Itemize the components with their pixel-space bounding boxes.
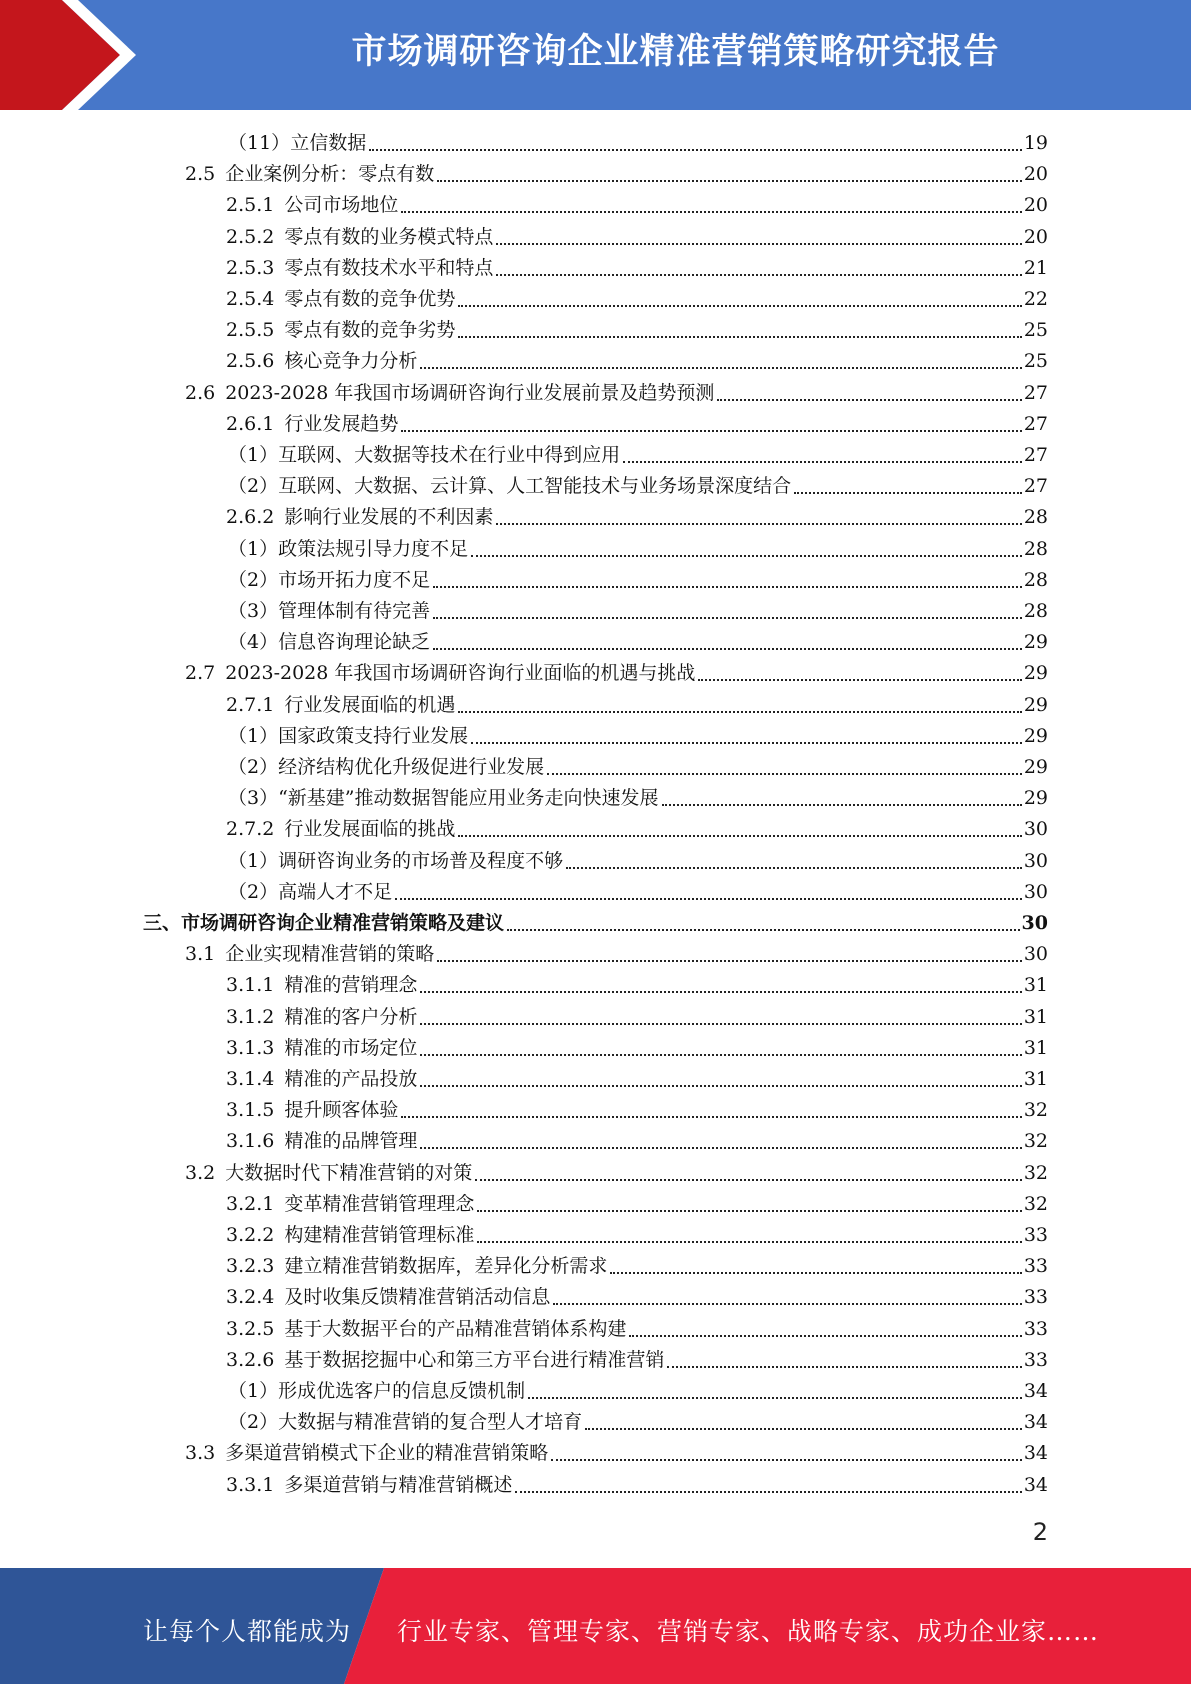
toc-dot-leader: [623, 460, 1022, 463]
toc-entry-label: [226, 1189, 474, 1220]
toc-dot-leader: [629, 1334, 1021, 1337]
toc-dot-leader: [458, 834, 1021, 837]
toc-entry-number: （2）: [228, 1411, 279, 1434]
toc-entry-label: [228, 627, 430, 658]
toc-entry[interactable]: [226, 346, 1048, 377]
toc-entry-number: 3.3.1: [226, 1473, 275, 1496]
toc-entry-text: 市场开拓力度不足: [278, 568, 431, 591]
toc-entry-page: 20: [1023, 194, 1048, 217]
toc-entry-label: [185, 159, 434, 190]
toc-entry-text: 零点有数技术水平和特点: [284, 256, 494, 279]
toc-entry-label: [185, 1438, 548, 1469]
toc-dot-leader: [553, 1302, 1021, 1305]
toc-entry-number: 2.5: [185, 163, 216, 186]
toc-entry-label: [228, 783, 659, 814]
toc-dot-leader: [433, 585, 1022, 588]
toc-dot-leader: [437, 179, 1022, 182]
toc-entry-text: “新基建”推动数据智能应用业务走向快速发展: [278, 787, 659, 810]
toc-entry-page: 27: [1023, 412, 1048, 435]
page-footer: [0, 1568, 1191, 1684]
toc-dot-leader: [401, 429, 1021, 432]
toc-entry-text: 2023-2028 年我国市场调研咨询行业面临的机遇与挑战: [225, 662, 696, 685]
toc-entry-number: 3.1.1: [226, 974, 275, 997]
toc-entry-page: 33: [1023, 1224, 1048, 1246]
toc-entry-label: [226, 1064, 417, 1095]
toc-dot-leader: [401, 1115, 1021, 1118]
toc-dot-leader: [515, 1490, 1021, 1493]
toc-entry-page: 28: [1023, 600, 1048, 622]
toc-entry-page: 29: [1023, 787, 1048, 810]
toc-entry[interactable]: [226, 1345, 1048, 1376]
toc-entry-page: 31: [1023, 1036, 1048, 1059]
toc-entry-number: 三、: [143, 912, 182, 934]
toc-entry-number: 3.1.5: [226, 1099, 275, 1122]
toc-entry-label: [228, 128, 366, 159]
toc-entry-text: 企业案例分析：零点有数: [225, 163, 435, 186]
toc-entry[interactable]: [228, 721, 1048, 752]
toc-entry-text: 建立精准营销数据库，差异化分析需求: [284, 1255, 608, 1278]
toc-dot-leader: [547, 772, 1022, 775]
toc-entry-label: [226, 190, 398, 221]
toc-dot-leader: [477, 1240, 1021, 1243]
toc-entry[interactable]: [228, 534, 1048, 565]
toc-entry-text: 行业发展趋势: [284, 412, 399, 435]
toc-entry-text: 精准的客户分析: [284, 1005, 418, 1028]
toc-entry-label: [228, 596, 430, 627]
toc-entry-text: 精准的品牌管理: [284, 1130, 418, 1153]
toc-entry[interactable]: [228, 565, 1048, 596]
toc-entry-text: 信息咨询理论缺乏: [278, 631, 431, 654]
toc-dot-leader: [717, 398, 1021, 401]
toc-entry[interactable]: [226, 1064, 1048, 1095]
toc-entry-label: [226, 284, 455, 315]
toc-entry-text: 基于大数据平台的产品精准营销体系构建: [284, 1317, 627, 1340]
toc-entry-number: 3.2.6: [226, 1348, 275, 1371]
toc-entry-text: 及时收集反馈精准营销活动信息: [284, 1286, 551, 1309]
toc-entry[interactable]: [228, 877, 1048, 908]
toc-entry-page: 30: [1023, 849, 1048, 872]
toc-entry-number: （4）: [228, 631, 279, 654]
toc-entry-text: 影响行业发展的不利因素: [284, 506, 494, 529]
toc-entry-label: [226, 253, 493, 284]
toc-entry-label: [226, 814, 455, 845]
toc-dot-leader: [420, 1053, 1021, 1056]
toc-entry-text: 国家政策支持行业发展: [278, 724, 469, 747]
toc-entry-page: 27: [1023, 475, 1048, 498]
toc-entry-number: 2.5.6: [226, 350, 275, 373]
toc-entry-text: 高端人才不足: [278, 880, 393, 903]
toc-entry-text: 多渠道营销模式下企业的精准营销策略: [225, 1442, 549, 1465]
toc-entry[interactable]: [226, 502, 1048, 533]
toc-dot-leader: [496, 242, 1021, 245]
toc-entry-text: 经济结构优化升级促进行业发展: [278, 756, 545, 778]
toc-entry-number: 3.1: [185, 943, 216, 966]
toc-entry-number: 3.1.6: [226, 1130, 275, 1153]
toc-entry[interactable]: [226, 1095, 1048, 1126]
toc-entry-number: （1）: [228, 849, 279, 872]
toc-entry-label: [185, 939, 434, 970]
toc-entry-number: 3.2: [185, 1161, 216, 1184]
toc-entry-number: 2.7.2: [226, 818, 275, 841]
toc-entry-text: 基于数据挖掘中心和第三方平台进行精准营销: [284, 1348, 665, 1371]
footer-slogan-right: 行业专家、管理专家、营销专家、战略专家、成功企业家……: [397, 1617, 1100, 1646]
toc-entry[interactable]: [226, 1282, 1048, 1313]
toc-entry-label: [228, 877, 392, 908]
toc-entry[interactable]: [228, 846, 1048, 877]
toc-entry-page: 34: [1023, 1380, 1048, 1402]
toc-entry-page: 25: [1023, 350, 1048, 373]
toc-dot-leader: [528, 1396, 1022, 1399]
toc-entry-label: [185, 378, 714, 409]
toc-entry-label: [228, 721, 468, 752]
toc-entry-page: 22: [1023, 288, 1048, 310]
toc-entry-page: 27: [1023, 381, 1048, 404]
toc-entry-text: 政策法规引导力度不足: [278, 537, 469, 560]
toc-entry-label: [228, 440, 620, 471]
toc-entry-number: 3.1.4: [226, 1068, 275, 1090]
toc-entry-label: [228, 846, 563, 877]
toc-entry[interactable]: [226, 253, 1048, 284]
toc-entry-number: 2.5.5: [226, 319, 275, 342]
toc-entry[interactable]: [228, 596, 1048, 627]
toc-dot-leader: [420, 1084, 1021, 1087]
toc-entry-page: 31: [1023, 1005, 1048, 1028]
toc-entry-number: 2.6.1: [226, 412, 275, 435]
toc-entry-text: 立信数据: [290, 132, 367, 154]
toc-entry-page: 33: [1023, 1348, 1048, 1371]
toc-entry-page: 32: [1023, 1130, 1048, 1153]
toc-entry-text: 管理体制有待完善: [278, 600, 431, 622]
toc-entry-page: 31: [1023, 1068, 1048, 1090]
toc-entry-label: [185, 1158, 472, 1189]
toc-entry-number: 2.5.2: [226, 225, 275, 248]
toc-entry-text: 调研咨询业务的市场普及程度不够: [278, 849, 564, 872]
toc-entry-page: 29: [1023, 662, 1048, 685]
toc-entry-number: 3.1.3: [226, 1036, 275, 1059]
toc-entry-text: 多渠道营销与精准营销概述: [284, 1473, 513, 1496]
toc-entry-label: [185, 658, 695, 689]
toc-entry-label: [226, 1095, 398, 1126]
toc-dot-leader: [566, 866, 1022, 869]
toc-entry[interactable]: [226, 409, 1048, 440]
toc-entry-number: 2.5.4: [226, 288, 275, 310]
toc-entry-label: [226, 1033, 417, 1064]
toc-entry-page: 19: [1023, 132, 1048, 154]
toc-entry-number: 3.3: [185, 1442, 216, 1465]
toc-entry[interactable]: [226, 690, 1048, 721]
toc-entry-number: （2）: [228, 756, 279, 778]
toc-entry-text: 精准的市场定位: [284, 1036, 418, 1059]
toc-entry-label: [226, 1002, 417, 1033]
toc-entry-page: 25: [1023, 319, 1048, 342]
toc-entry[interactable]: [185, 939, 1048, 970]
toc-entry-label: [226, 690, 455, 721]
toc-entry-page: 32: [1023, 1161, 1048, 1184]
toc-entry-text: 形成优选客户的信息反馈机制: [278, 1380, 526, 1402]
toc-entry-page: 34: [1023, 1411, 1048, 1434]
toc-dot-leader: [420, 990, 1021, 993]
toc-entry-label: [226, 502, 493, 533]
toc-entry-number: （2）: [228, 475, 279, 498]
toc-entry-label: [228, 565, 430, 596]
toc-entry-label: [226, 315, 455, 346]
toc-entry-text: 企业实现精准营销的策略: [225, 943, 435, 966]
toc-entry[interactable]: [228, 440, 1048, 471]
toc-entry-text: 零点有数的竞争劣势: [284, 319, 456, 342]
toc-entry-number: 2.5.3: [226, 256, 275, 279]
toc-entry-page: 28: [1023, 506, 1048, 529]
toc-entry-page: 20: [1023, 225, 1048, 248]
toc-entry[interactable]: [226, 190, 1048, 221]
toc-entry[interactable]: [226, 1189, 1048, 1220]
toc-dot-leader: [585, 1427, 1022, 1430]
toc-dot-leader: [507, 928, 1020, 931]
toc-dot-leader: [458, 335, 1021, 338]
toc-entry-number: 3.1.2: [226, 1005, 275, 1028]
toc-entry-text: 行业发展面临的机遇: [284, 693, 456, 716]
toc-entry-page: 33: [1023, 1317, 1048, 1340]
toc-entry-label: [226, 1251, 607, 1282]
page-header: [0, 0, 1191, 110]
toc-entry-number: （1）: [228, 537, 279, 560]
toc-entry[interactable]: [228, 783, 1048, 814]
toc-entry-label: [226, 1126, 417, 1157]
toc-entry-text: 构建精准营销管理标准: [284, 1224, 475, 1246]
toc-entry[interactable]: [226, 1220, 1048, 1251]
toc-entry-text: 2023-2028 年我国市场调研咨询行业发展前景及趋势预测: [225, 381, 715, 404]
toc-entry-label: [228, 1376, 525, 1407]
toc-dot-leader: [471, 741, 1022, 744]
toc-entry-page: 30: [1023, 943, 1048, 966]
toc-entry-label: [228, 1407, 582, 1438]
toc-entry-page: 32: [1023, 1192, 1048, 1215]
toc-entry-number: （1）: [228, 724, 279, 747]
toc-entry-number: 2.6.2: [226, 506, 275, 529]
toc-dot-leader: [420, 1022, 1021, 1025]
toc-entry-label: [228, 534, 468, 565]
toc-dot-leader: [433, 647, 1022, 650]
toc-entry[interactable]: [228, 1407, 1048, 1438]
toc-entry[interactable]: [185, 658, 1048, 689]
toc-entry-page: 33: [1023, 1255, 1048, 1278]
toc-dot-leader: [496, 273, 1021, 276]
toc-entry[interactable]: [226, 1126, 1048, 1157]
toc-entry-text: 精准的营销理念: [284, 974, 418, 997]
toc-entry[interactable]: [143, 908, 1048, 939]
toc-entry-text: 零点有数的竞争优势: [284, 288, 456, 310]
toc-entry-page: 29: [1023, 693, 1048, 716]
toc-entry-page: 21: [1023, 256, 1048, 279]
toc-entry-page: 27: [1023, 444, 1048, 466]
toc-entry-number: （3）: [228, 787, 279, 810]
toc-entry[interactable]: [228, 627, 1048, 658]
toc-entry-number: 3.2.1: [226, 1192, 275, 1215]
toc-entry[interactable]: [185, 1438, 1048, 1469]
toc-entry-text: 行业发展面临的挑战: [284, 818, 456, 841]
toc-entry[interactable]: [226, 1002, 1048, 1033]
toc-entry-page: 30: [1023, 818, 1048, 841]
toc-entry[interactable]: [226, 1251, 1048, 1282]
toc-entry-page: 28: [1023, 568, 1048, 591]
toc-entry-text: 互联网、大数据等技术在行业中得到应用: [278, 444, 621, 466]
red-arrow-decoration: [0, 0, 170, 110]
toc-entry-label: [226, 409, 398, 440]
toc-entry[interactable]: [226, 1033, 1048, 1064]
toc-entry-label: [226, 1345, 664, 1376]
toc-dot-leader: [496, 522, 1021, 525]
toc-dot-leader: [369, 148, 1022, 151]
toc-entry[interactable]: [226, 814, 1048, 845]
toc-entry-label: [228, 752, 544, 783]
toc-entry-text: 公司市场地位: [284, 194, 399, 217]
toc-entry-number: （2）: [228, 880, 279, 903]
toc-dot-leader: [698, 678, 1021, 681]
toc-entry-number: （3）: [228, 600, 279, 622]
toc-entry[interactable]: [226, 284, 1048, 315]
toc-entry[interactable]: [226, 222, 1048, 253]
toc-entry-page: 32: [1023, 1099, 1048, 1122]
toc-entry[interactable]: [185, 378, 1048, 409]
toc-entry-text: 大数据时代下精准营销的对策: [225, 1161, 473, 1184]
toc-entry-number: 3.2.3: [226, 1255, 275, 1278]
footer-slogan-left: 让每个人都能成为: [143, 1617, 352, 1646]
toc-entry[interactable]: [185, 1158, 1048, 1189]
toc-entry-number: 2.6: [185, 381, 216, 404]
toc-entry[interactable]: [226, 315, 1048, 346]
toc-dot-leader: [420, 1146, 1021, 1149]
toc-entry-text: 大数据与精准营销的复合型人才培育: [278, 1411, 583, 1434]
toc-entry-page: 28: [1023, 537, 1048, 560]
toc-entry[interactable]: [185, 159, 1048, 190]
toc-entry-number: 2.7.1: [226, 693, 275, 716]
toc-entry-label: [226, 1470, 512, 1501]
toc-dot-leader: [662, 803, 1022, 806]
toc-dot-leader: [610, 1271, 1021, 1274]
toc-dot-leader: [433, 616, 1022, 619]
toc-entry-text: 市场调研咨询企业精准营销策略及建议: [181, 912, 505, 934]
page-number: 2: [1032, 1518, 1048, 1546]
toc-dot-leader: [477, 1209, 1021, 1212]
toc-entry-number: （1）: [228, 444, 279, 466]
toc-entry[interactable]: [226, 1314, 1048, 1345]
toc-entry-number: 2.5.1: [226, 194, 275, 217]
toc-entry[interactable]: [228, 128, 1048, 159]
toc-dot-leader: [420, 366, 1021, 369]
toc-dot-leader: [551, 1458, 1022, 1461]
toc-entry-text: 互联网、大数据、云计算、人工智能技术与业务场景深度结合: [278, 475, 792, 498]
toc-dot-leader: [458, 710, 1021, 713]
toc-dot-leader: [437, 959, 1022, 962]
toc-dot-leader: [667, 1365, 1021, 1368]
toc-entry-number: 3.2.5: [226, 1317, 275, 1340]
toc-entry-text: 核心竞争力分析: [284, 350, 418, 373]
toc-entry-text: 零点有数的业务模式特点: [284, 225, 494, 248]
toc-entry-label: [226, 222, 493, 253]
toc-entry-label: [226, 1220, 474, 1251]
toc-entry-number: （11）: [228, 132, 291, 154]
toc-dot-leader: [401, 210, 1021, 213]
toc-entry-page: 30: [1021, 912, 1048, 934]
toc-entry[interactable]: [226, 970, 1048, 1001]
toc-entry-page: 29: [1023, 724, 1048, 747]
toc-entry-text: 提升顾客体验: [284, 1099, 399, 1122]
toc-entry-label: [226, 1282, 550, 1313]
toc-entry-page: 20: [1023, 163, 1048, 186]
toc-entry-page: 29: [1023, 631, 1048, 654]
toc-entry[interactable]: [228, 1376, 1048, 1407]
toc-entry-page: 31: [1023, 974, 1048, 997]
toc-entry-number: 3.2.4: [226, 1286, 275, 1309]
toc-entry-text: 变革精准营销管理理念: [284, 1192, 475, 1215]
toc-entry-label: [226, 346, 417, 377]
toc-dot-leader: [458, 304, 1021, 307]
toc-entry[interactable]: [228, 471, 1048, 502]
toc-entry-page: 34: [1023, 1473, 1048, 1496]
toc-dot-leader: [475, 1178, 1022, 1181]
toc-entry-number: 2.7: [185, 662, 216, 685]
toc-entry-label: [226, 970, 417, 1001]
toc-dot-leader: [471, 554, 1022, 557]
toc-dot-leader: [794, 491, 1022, 494]
report-title: 市场调研咨询企业精准营销策略研究报告: [351, 32, 1000, 72]
toc-entry-number: 3.2.2: [226, 1224, 275, 1246]
toc-entry-label: [226, 1314, 626, 1345]
toc-entry-page: 30: [1023, 880, 1048, 903]
toc-entry-number: （1）: [228, 1380, 279, 1402]
toc-entry-label: [228, 471, 791, 502]
toc-entry-text: 精准的产品投放: [284, 1068, 418, 1090]
toc-entry-page: 34: [1023, 1442, 1048, 1465]
toc-entry-label: [143, 908, 504, 939]
toc-entry[interactable]: [228, 752, 1048, 783]
toc-entry-number: （2）: [228, 568, 279, 591]
toc-dot-leader: [395, 897, 1022, 900]
toc-entry-page: 29: [1023, 756, 1048, 778]
toc-entry[interactable]: [226, 1470, 1048, 1501]
toc-entry-page: 33: [1023, 1286, 1048, 1309]
